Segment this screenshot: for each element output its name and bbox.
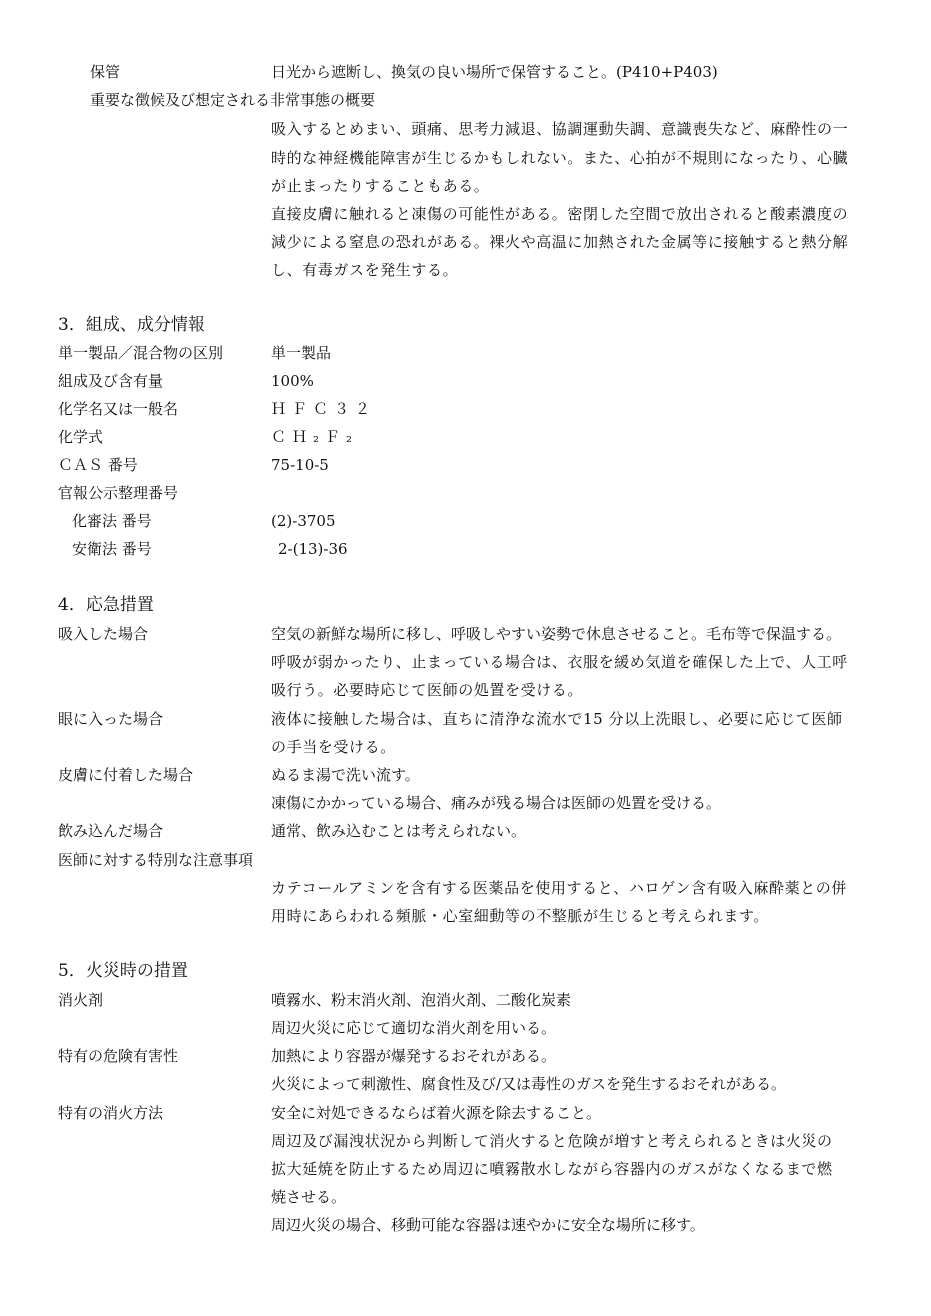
inhalation-line: 呼吸が弱かったり、止まっている場合は、衣服を緩め気道を確保した上で、人工呼 xyxy=(271,653,848,671)
firefighting-method-line: 周辺火災の場合、移動可能な容器は速やかに安全な場所に移す。 xyxy=(271,1216,705,1234)
emergency-overview-line: 吸入するとめまい、頭痛、思考力減退、協調運動失調、意識喪失など、麻酔性の一 xyxy=(271,120,849,138)
section4-heading: 4．応急措置 xyxy=(58,595,154,615)
chemical-name-value: ＨＦＣ３２ xyxy=(271,400,377,418)
extinguisher-label: 消火剤 xyxy=(58,991,104,1009)
firefighting-method-line: 焼させる。 xyxy=(271,1188,347,1206)
emergency-overview-line: し、有毒ガスを発生する。 xyxy=(271,261,459,279)
storage-text: 日光から遮断し、換気の良い場所で保管すること。(P410+P403) xyxy=(271,63,718,81)
composition-label: 単一製品／混合物の区別 xyxy=(58,344,224,362)
section3-heading: 3．組成、成分情報 xyxy=(58,315,205,335)
extinguisher-line: 周辺火災に応じて適切な消火剤を用いる。 xyxy=(271,1019,557,1037)
inhalation-line: 吸行う。必要時応じて医師の処置を受ける。 xyxy=(271,681,584,699)
gazette-number-label: 官報公示整理番号 xyxy=(58,484,179,502)
chemical-formula-value: ＣＨ₂Ｆ₂ xyxy=(271,428,359,446)
skin-line: 凍傷にかかっている場合、痛みが残る場合は医師の処置を受ける。 xyxy=(271,794,722,812)
inhalation-line: 空気の新鮮な場所に移し、呼吸しやすい姿勢で休息させること。毛布等で保温する。 xyxy=(271,625,842,643)
composition-label: 化学名又は一般名 xyxy=(58,400,179,418)
firefighting-method-line: 周辺及び漏洩状況から判断して消火すると危険が増すと考えられるときは火災の xyxy=(271,1132,833,1150)
composition-label: 組成及び含有量 xyxy=(58,372,164,390)
emergency-overview-line: 直接皮膚に触れると凍傷の可能性がある。密閉した空間で放出されると酸素濃度の xyxy=(271,205,849,223)
firefighting-method-line: 安全に対処できるならば着火源を除去すること。 xyxy=(271,1104,602,1122)
csc-law-label: 化審法 番号 xyxy=(72,512,152,530)
physician-notes-line: 用時にあらわれる頻脈・心室細動等の不整脈が生じると考えられます。 xyxy=(271,907,770,925)
firefighting-method-line: 拡大延焼を防止するため周辺に噴霧散水しながら容器内のガスがなくなるまで燃 xyxy=(271,1160,833,1178)
specific-hazards-line: 加熱により容器が爆発するおそれがある。 xyxy=(271,1047,557,1065)
ish-law-label: 安衛法 番号 xyxy=(72,540,152,558)
cas-number-value: 75-10-5 xyxy=(271,456,329,474)
skin-line: ぬるま湯で洗い流す。 xyxy=(271,766,420,784)
firefighting-method-label: 特有の消火方法 xyxy=(58,1104,164,1122)
emergency-overview-line: 時的な神経機能障害が生じるかもしれない。また、心拍が不規則になったり、心臓 xyxy=(271,149,849,167)
composition-label: ＣＡＳ 番号 xyxy=(58,456,138,474)
ingestion-label: 飲み込んだ場合 xyxy=(58,822,164,840)
emergency-overview-line: 減少による窒息の恐れがある。裸火や高温に加熱された金属等に接触すると熱分解 xyxy=(271,233,849,251)
emergency-overview-line: が止まったりすることもある。 xyxy=(271,177,490,195)
ish-law-value: 2-(13)-36 xyxy=(278,540,348,558)
csc-law-value: (2)-3705 xyxy=(271,512,336,530)
inhalation-label: 吸入した場合 xyxy=(58,625,149,643)
specific-hazards-label: 特有の危険有害性 xyxy=(58,1047,179,1065)
extinguisher-line: 噴霧水、粉末消火剤、泡消火剤、二酸化炭素 xyxy=(271,991,572,1009)
eyes-line: 液体に接触した場合は、直ちに清浄な流水で15 分以上洗眼し、必要に応じて医師 xyxy=(271,710,843,728)
storage-label: 保管 xyxy=(90,63,121,81)
ingestion-line: 通常、飲み込むことは考えられない。 xyxy=(271,822,527,840)
composition-label: 化学式 xyxy=(58,428,104,446)
specific-hazards-line: 火災によって刺激性、腐食性及び/又は毒性のガスを発生するおそれがある。 xyxy=(271,1075,787,1093)
eyes-line: の手当を受ける。 xyxy=(271,738,396,756)
eyes-label: 眼に入った場合 xyxy=(58,710,164,728)
physician-notes-line: カテコールアミンを含有する医薬品を使用すると、ハロゲン含有吸入麻酔薬との併 xyxy=(271,879,848,897)
physician-notes-label: 医師に対する特別な注意事項 xyxy=(58,851,254,869)
section5-heading: 5．火災時の措置 xyxy=(58,961,188,981)
composition-value: 100% xyxy=(271,372,314,390)
composition-value: 単一製品 xyxy=(271,344,332,362)
emergency-overview-label: 重要な徴候及び想定される非常事態の概要 xyxy=(90,91,376,109)
skin-label: 皮膚に付着した場合 xyxy=(58,766,194,784)
